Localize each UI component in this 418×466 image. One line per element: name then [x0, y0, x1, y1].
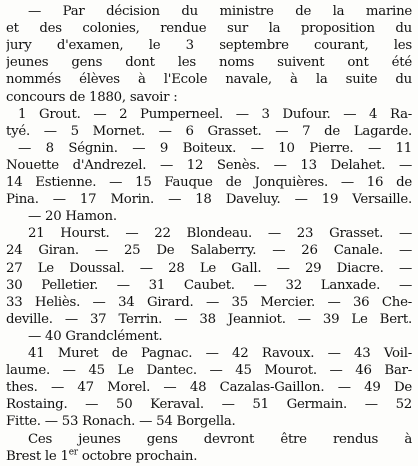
article-line-6: concours de 1880, savoir : [6, 89, 178, 105]
article-line-12: Pina. — 17 Morin. — 18 Daveluy. — 19 Versaille. [6, 192, 412, 208]
article-line-5: nommés élèves à l'Ecole navale, à la suite du [6, 72, 412, 88]
article-line-18: 33 Heliès. — 34 Girard. — 35 Mercier. — 36 Che- [6, 294, 412, 310]
article-line-1: — Par décision du ministre de la marine [28, 4, 412, 19]
article-line-14: 21 Hourst. — 22 Blondeau. — 23 Grasset. — [28, 226, 412, 242]
article-line-23: thes. — 47 Morel. — 48 Cazalas-Gaillon. — 49 De [6, 380, 412, 396]
article-line-2: et des colonies, rendue sur la proposition du [6, 21, 412, 37]
article-line-13: — 20 Hamon. [28, 209, 117, 225]
article-line-22: laume. — 45 Le Dantec. — 45 Mourot. — 46 Bar- [6, 363, 412, 379]
ordinal-superscript: er [68, 447, 78, 458]
article-line-9: — 8 Ségnin. — 9 Boiteux. — 10 Pierre. — 11 [18, 140, 412, 156]
article-line-21: 41 Muret de Pagnac. — 42 Ravoux. — 43 Voil- [28, 346, 412, 361]
article-line-15: 24 Giran. — 25 De Salaberry. — 26 Canale. — [6, 243, 412, 259]
article-line-7: 1 Grout. — 2 Pumperneel. — 3 Dufour. — 4 Ra- [18, 106, 412, 122]
article-line-8: tyé. — 5 Mornet. — 6 Grasset. — 7 de Lagarde. [6, 123, 412, 139]
article-line-10: Nouette d'Andrezel. — 12 Senès. — 13 Delahet. — [6, 157, 412, 173]
article-line-27: Brest le 1er octobre prochain. [6, 447, 198, 464]
article-line-24: Rostaing. — 50 Keraval. — 51 Germain. — 52 [6, 397, 412, 413]
article-line-25: Fitte. — 53 Ronach. — 54 Borgella. [6, 414, 236, 430]
article-line-3: jury d'examen, le 3 septembre courant, les [6, 38, 412, 54]
article-line-19: deville. — 37 Terrin. — 38 Jeanniot. — 39 Le Bert. [6, 311, 412, 327]
article-line-17: 30 Pelletier. — 31 Caubet. — 32 Lanxade. — [6, 277, 412, 293]
article-line-16: 27 Le Doussal. — 28 Le Gall. — 29 Diacre. — [6, 260, 412, 276]
article-line-20: — 40 Grandclément. [28, 328, 163, 344]
article-line-11: 14 Estienne. — 15 Fauque de Jonquières. — 16 de [6, 175, 412, 190]
article-line-26: Ces jeunes gens devront être rendus à [28, 431, 412, 447]
article-line-4: jeunes gens dont les noms suivent ont été [6, 55, 412, 71]
